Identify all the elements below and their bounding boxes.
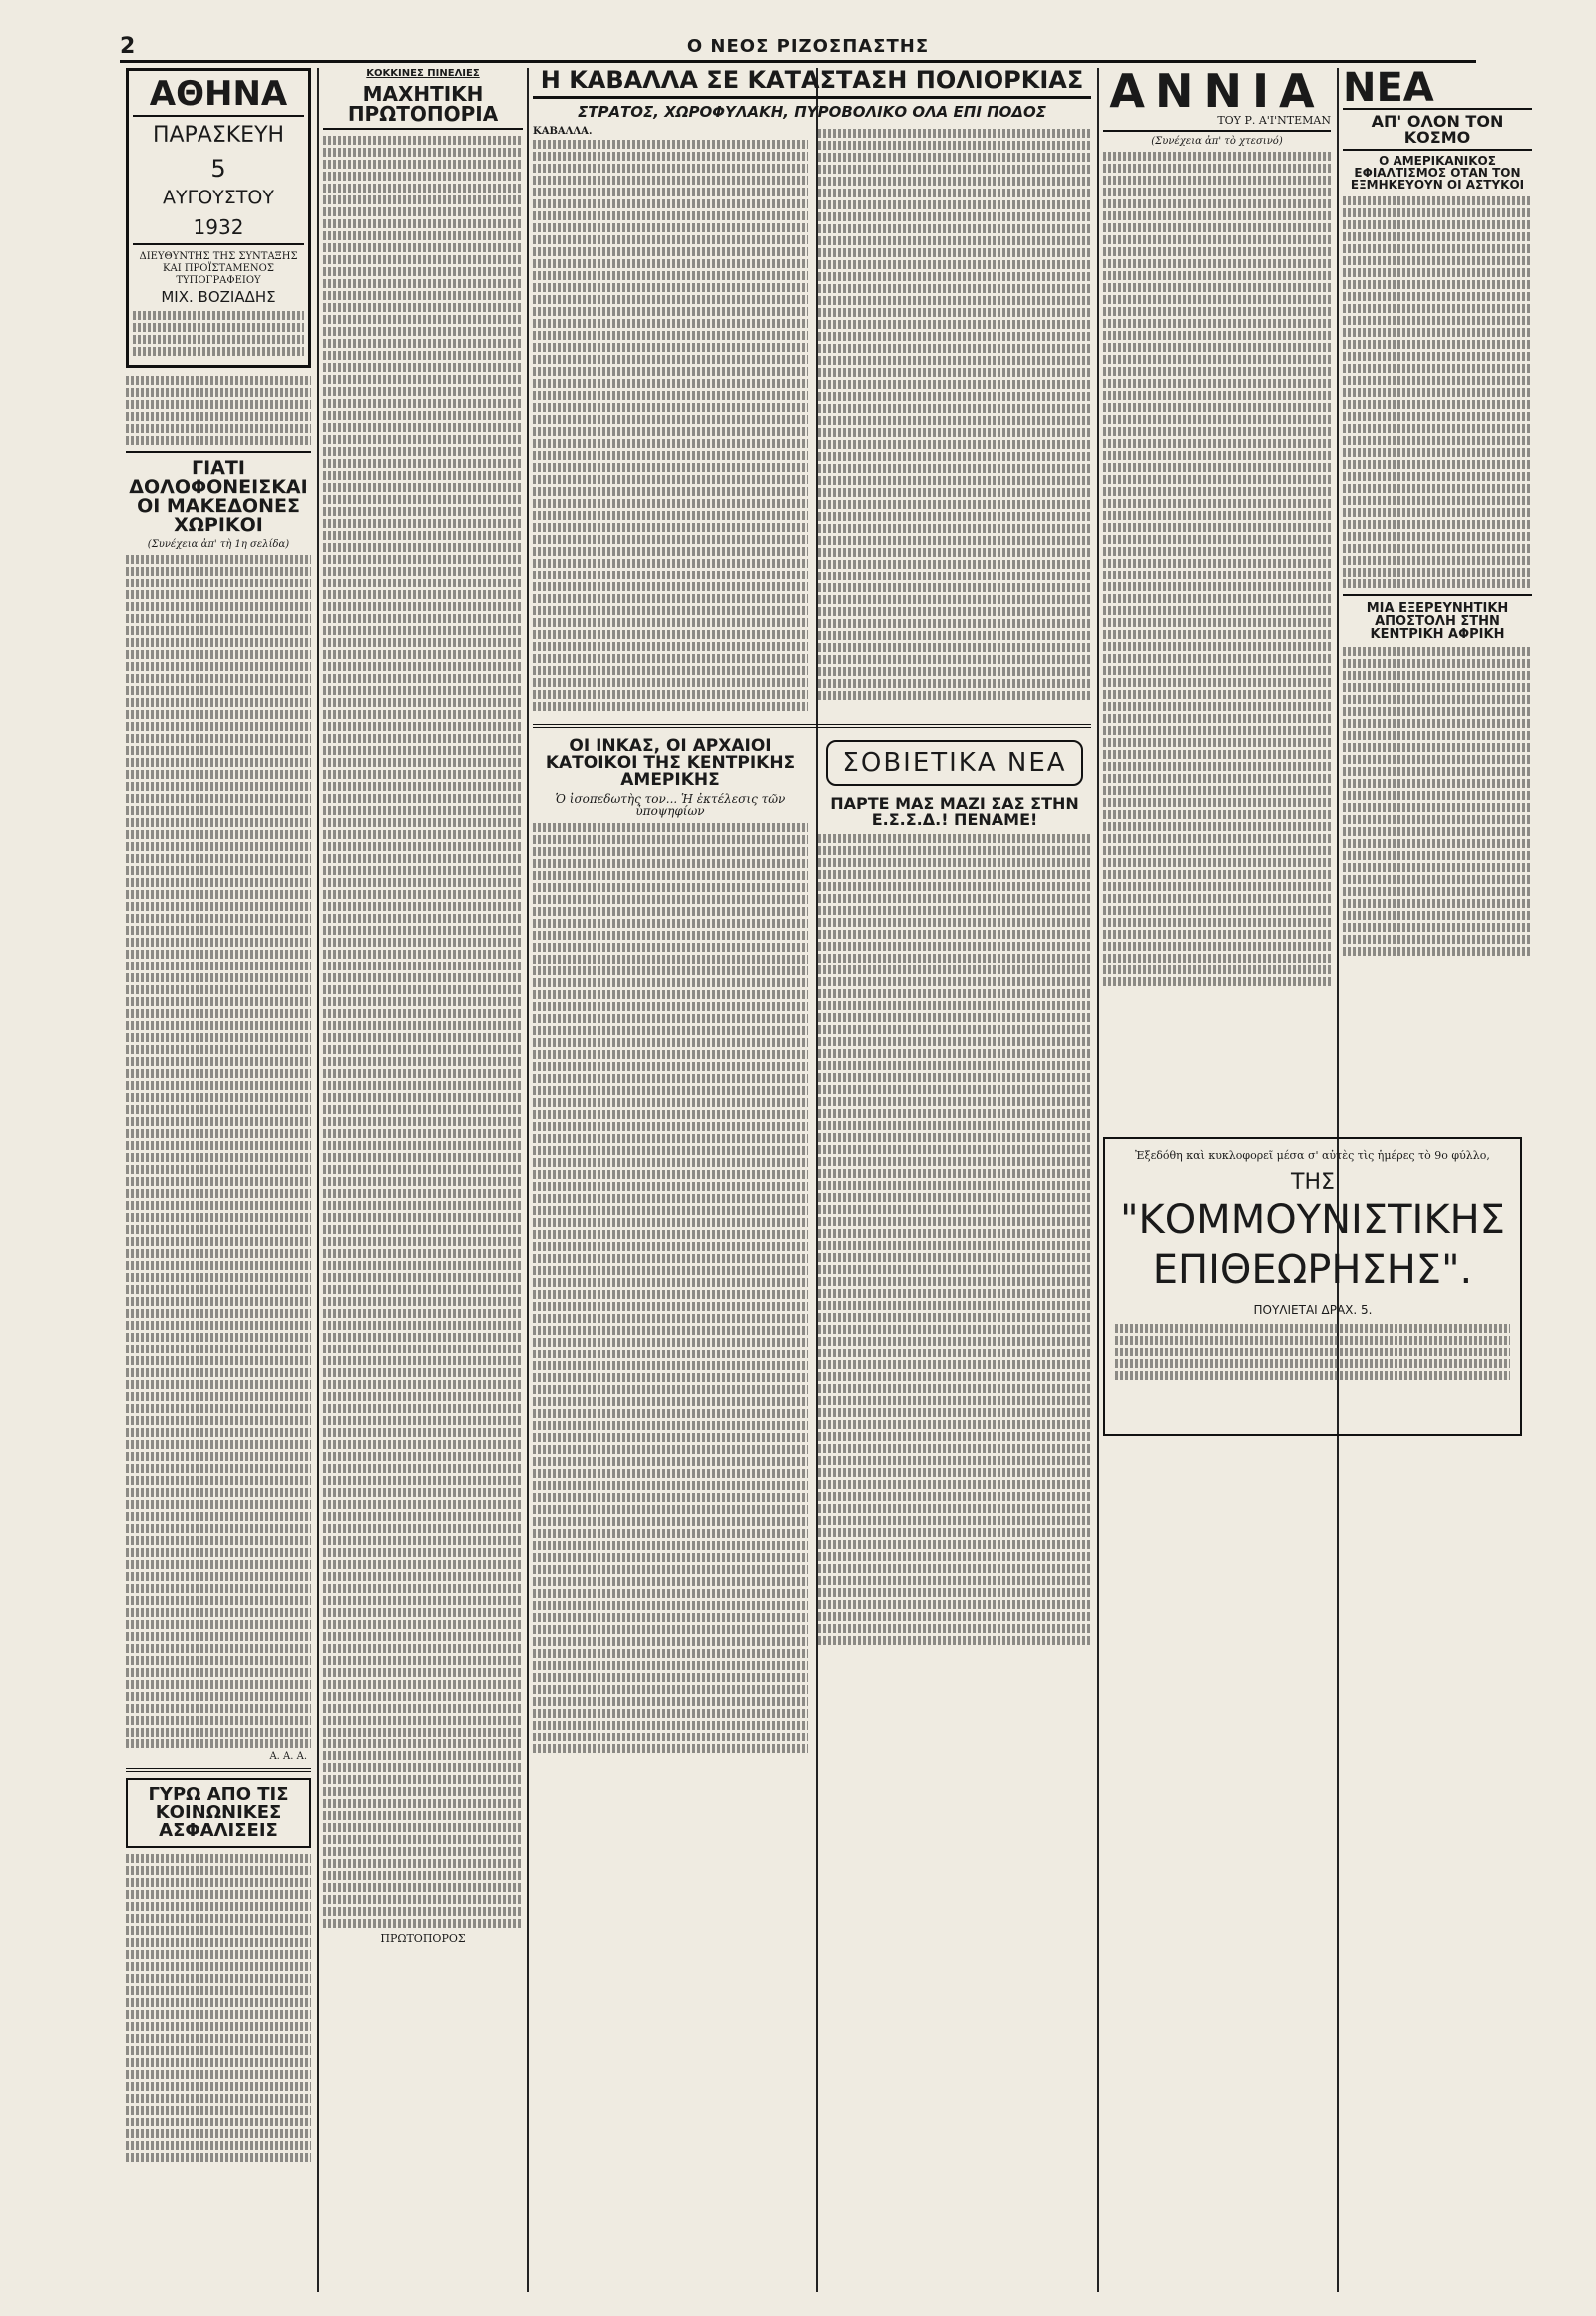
kavalla-body-right [818, 126, 1091, 714]
col1-headline-2: ΓΥΡΩ ΑΠΟ ΤΙΣ ΚΟΙΝΩΝΙΚΕΣ ΑΣΦΑΛΙΣΕΙΣ [126, 1778, 311, 1848]
advert-title-2: ΕΠΙΘΕΩΡΗΣΗΣ". [1152, 1247, 1473, 1293]
nea-story1-head: Ο ΑΜΕΡΙΚΑΝΙΚΟΣ ΕΦΙΑΛΤΙΣΜΟΣ ΟΤΑΝ ΤΟΝ ΕΞΜΗΚΕΥΟΥΝ ΟΙ ΑΣΤΥΚΟΙ [1350, 154, 1525, 192]
column-5 [1103, 68, 1331, 1125]
col1-article-body [126, 555, 311, 1748]
column-2 [323, 68, 523, 2292]
nea-story2-head: ΜΙΑ ΕΞΕΡΕΥΝΗΤΙΚΗ ΑΠΟΣΤΟΛΗ ΣΤΗΝ ΚΕΝΤΡΙΚΗ ΑΦΡΙΚΗ [1366, 601, 1509, 642]
annia-continued: (Συνέχεια ἀπ' τὸ χτεσινό) [1151, 136, 1283, 147]
advert-intro: Ἐξεδόθη καὶ κυκλοφορεῖ μέσα σ' αὐτὲς τὶς ἡμέρες τὸ 9ο φύλλο, [1135, 1149, 1490, 1162]
page-number: 2 [120, 34, 136, 59]
column-rule [527, 68, 529, 2292]
soviet-news-headline: ΠΑΡΤΕ ΜΑΣ ΜΑΖΙ ΣΑΣ ΣΤΗΝ Ε.Σ.Σ.Δ.! ΠΕΝΑΜΕ! [830, 794, 1079, 829]
kavalla-subhead: ΣΤΡΑΤΟΣ, ΧΩΡΟΦΥΛΑΚΗ, ΠΥΡΟΒΟΛΙΚΟ ΟΛΑ ΕΠΙ ΠΟΔΟΣ [577, 103, 1047, 121]
date-box [126, 68, 311, 368]
advert-title-1: "ΚΟΜΜΟΥΝΙΣΤΙΚΗΣ [1120, 1197, 1505, 1243]
column-1 [126, 68, 311, 2292]
paper-name: Ο ΝΕΟΣ ΡΙΖΟΣΠΑΣΤΗΣ [686, 36, 930, 57]
weekday: ΠΑΡΑΣΚΕΥΗ [152, 123, 285, 148]
incas-subtitle: Ὁ ἰσοπεδωτὴς τον... Ἡ ἐκτέλεσις τῶν ὑποψηφίων [555, 792, 786, 818]
col2-kicker: ΚΟΚΚΙΝΕΣ ΠΙΝΕΛΙΕΣ [366, 68, 480, 79]
day: 5 [210, 155, 226, 183]
kavalla-article [533, 68, 1091, 2292]
col2-headline: ΜΑΧΗΤΙΚΗ ΠΡΩΤΟΠΟΡΙΑ [323, 84, 523, 130]
incas-headline: ΟΙ ΙΝΚΑΣ, ΟΙ ΑΡΧΑΙΟΙ ΚΑΤΟΙΚΟΙ ΤΗΣ ΚΕΝΤΡΙΚΗΣ ΑΜΕΡΙΚΗΣ [545, 736, 796, 790]
advert-box [1103, 1137, 1522, 1436]
column-6 [1343, 68, 1532, 1125]
nea-subhead: ΑΠ' ΟΛΟΝ ΤΟΝ ΚΟΣΜΟ [1343, 114, 1532, 151]
kavalla-body-left [533, 126, 808, 714]
col2-signature: ΠΡΩΤΟΠΟΡΟΣ [380, 1932, 466, 1945]
column-rule [317, 68, 319, 2292]
annia-headline: ΑΝΝΙΑ [1109, 68, 1325, 118]
col1-continued: (Συνέχεια ἀπ' τὴ 1η σελίδα) [147, 539, 290, 550]
kavalla-headline: Η ΚΑΒΑΛΛΑ ΣΕ ΚΑΤΑΣΤΑΣΗ ΠΟΛΙΟΡΚΙΑΣ [533, 68, 1091, 99]
annia-author: ΤΟΥ Ρ. Α'Ι'ΝΤΕΜΑΝ [1103, 114, 1331, 132]
soviet-news-box: ΣΟΒΙΕΤΙΚΑ ΝΕΑ [826, 740, 1083, 786]
month: ΑΥΓΟΥΣΤΟΥ [163, 187, 274, 208]
year: 1932 [133, 217, 304, 245]
kavalla-dateline: ΚΑΒΑΛΛΑ. [533, 126, 593, 137]
director-name: ΜΙΧ. ΒΟΖΙΑΔΗΣ [161, 288, 276, 306]
nea-headline: ΝΕΑ [1343, 68, 1532, 110]
column-rule [1097, 68, 1099, 2292]
col1-headline: ΓΙΑΤΙ ΔΟΛΟΦΟΝΕΙΣΚΑΙ ΟΙ ΜΑΚΕΔΟΝΕΣ ΧΩΡΙΚΟΙ [129, 457, 308, 536]
col1-signature: Α. Α. Α. [269, 1751, 307, 1762]
advert-the: ΤΗΣ [1291, 1170, 1335, 1195]
advert-price: ΠΟΥΛΙΕΤΑΙ ΔΡΑΧ. 5. [1253, 1303, 1373, 1317]
masthead [120, 34, 1476, 63]
soviet-news-article [818, 734, 1091, 1756]
city-name: ΑΘΗΝΑ [133, 77, 304, 117]
director-line: ΔΙΕΥΘΥΝΤΗΣ ΤΗΣ ΣΥΝΤΑΞΗΣ ΚΑΙ ΠΡΟΪΣΤΑΜΕΝΟΣ ΤΥΠΟΓΡΑΦΕΙΟΥ [139, 251, 298, 286]
col2-article-body [323, 136, 523, 1928]
incas-article [533, 734, 808, 1756]
